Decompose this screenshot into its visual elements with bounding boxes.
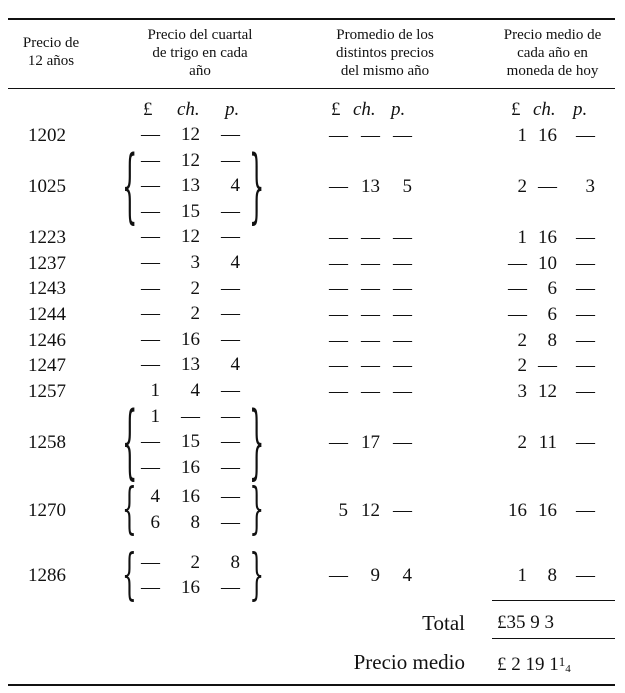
shillings-cell: 10 bbox=[538, 252, 557, 274]
shillings-cell: 4 bbox=[190, 380, 200, 401]
pence-cell: 4 bbox=[230, 175, 240, 197]
pence-cell: — bbox=[393, 304, 412, 325]
price-line bbox=[0, 200, 625, 224]
shillings-cell: 3 bbox=[190, 252, 200, 273]
pounds-cell: — bbox=[141, 226, 160, 248]
today-line bbox=[0, 380, 625, 404]
pounds-cell: — bbox=[141, 200, 160, 222]
pounds-cell: 1 bbox=[517, 227, 527, 249]
right-brace: } bbox=[249, 477, 264, 542]
pounds-cell: — bbox=[329, 227, 348, 249]
pence-cell: — bbox=[576, 500, 595, 521]
pence-cell: — bbox=[576, 227, 595, 249]
header-years: Precio de 12 años bbox=[22, 35, 80, 69]
shillings-cell: 16 bbox=[181, 486, 200, 508]
pence-cell: — bbox=[221, 431, 240, 453]
pence-cell: 4 bbox=[230, 252, 240, 273]
shillings-cell: 15 bbox=[181, 431, 200, 453]
pounds-cell: — bbox=[329, 278, 348, 300]
pence-cell: — bbox=[393, 432, 412, 453]
pounds-cell: 1 bbox=[517, 124, 527, 146]
left-brace: { bbox=[122, 542, 137, 607]
row-year: 1247 bbox=[28, 355, 66, 377]
row-year: 1202 bbox=[28, 124, 66, 146]
pence-cell: — bbox=[393, 329, 412, 351]
shillings-cell: 12 bbox=[361, 500, 380, 521]
penny-label: p. bbox=[225, 99, 240, 120]
shillings-cell: 16 bbox=[181, 577, 200, 599]
pounds-cell: — bbox=[141, 577, 160, 599]
price-line bbox=[0, 456, 625, 480]
pounds-cell: — bbox=[141, 303, 160, 325]
total-bottom-rule bbox=[492, 638, 615, 639]
pence-cell: — bbox=[221, 577, 240, 599]
shillings-cell: 8 bbox=[547, 565, 557, 587]
header-rule bbox=[8, 88, 615, 89]
pound-label: £ bbox=[511, 99, 521, 120]
pounds-cell: — bbox=[329, 380, 348, 402]
pounds-cell: 5 bbox=[338, 500, 348, 521]
today-line bbox=[0, 431, 625, 455]
price-line bbox=[0, 149, 625, 173]
shillings-cell: — bbox=[361, 278, 380, 300]
total-value: £35 9 3 bbox=[497, 612, 554, 633]
today-line bbox=[0, 564, 625, 588]
pence-cell: — bbox=[393, 252, 412, 274]
pounds-cell: — bbox=[141, 124, 160, 145]
shilling-label: ch. bbox=[353, 99, 376, 120]
shillings-cell: 2 bbox=[190, 277, 200, 299]
pence-cell: — bbox=[221, 380, 240, 401]
pounds-cell: — bbox=[141, 354, 160, 376]
shillings-cell: — bbox=[361, 124, 380, 146]
price-line bbox=[0, 405, 625, 429]
pounds-cell: — bbox=[141, 551, 160, 573]
shillings-cell: — bbox=[361, 304, 380, 325]
row-year: 1270 bbox=[28, 500, 66, 521]
row-year: 1286 bbox=[28, 565, 66, 587]
penny-label: p. bbox=[391, 99, 406, 120]
left-brace: { bbox=[122, 394, 138, 489]
pounds-cell: — bbox=[141, 431, 160, 453]
pounds-cell: — bbox=[508, 304, 527, 325]
pounds-cell: — bbox=[329, 432, 348, 453]
pounds-cell: 16 bbox=[508, 500, 527, 521]
pence-cell: — bbox=[221, 512, 240, 533]
shillings-cell: — bbox=[538, 355, 557, 377]
shillings-cell: 12 bbox=[181, 124, 200, 145]
today-line bbox=[0, 124, 625, 148]
shilling-label: ch. bbox=[177, 99, 200, 120]
shillings-cell: — bbox=[181, 405, 200, 427]
row-year: 1237 bbox=[28, 252, 66, 274]
pence-cell: — bbox=[576, 124, 595, 146]
today-line bbox=[0, 303, 625, 327]
pounds-cell: 2 bbox=[517, 355, 527, 377]
shillings-cell: 12 bbox=[538, 380, 557, 402]
pounds-cell: — bbox=[329, 565, 348, 587]
pence-cell: — bbox=[221, 200, 240, 222]
shillings-cell: 16 bbox=[538, 124, 557, 146]
pence-cell: — bbox=[576, 329, 595, 351]
shillings-cell: 13 bbox=[181, 175, 200, 197]
pound-label: £ bbox=[143, 99, 153, 120]
shillings-cell: 16 bbox=[538, 227, 557, 249]
pounds-cell: — bbox=[141, 277, 160, 299]
pounds-cell: — bbox=[508, 252, 527, 274]
pounds-cell: 1 bbox=[150, 380, 160, 401]
pence-cell: — bbox=[393, 355, 412, 377]
today-line bbox=[0, 354, 625, 378]
pound-label: £ bbox=[331, 99, 341, 120]
total-label: Total bbox=[422, 611, 465, 635]
average-fraction bbox=[559, 649, 571, 682]
penny-label: p. bbox=[573, 99, 588, 120]
row-year: 1246 bbox=[28, 329, 66, 351]
shillings-cell: 12 bbox=[181, 149, 200, 171]
shillings-cell: 13 bbox=[361, 176, 380, 197]
left-brace: { bbox=[122, 138, 138, 233]
today-line bbox=[0, 277, 625, 301]
shillings-cell: 16 bbox=[538, 500, 557, 521]
pence-cell: — bbox=[393, 227, 412, 249]
pence-cell: — bbox=[393, 380, 412, 402]
average-label: Precio medio bbox=[353, 650, 465, 674]
pence-cell: 3 bbox=[585, 176, 595, 197]
pounds-cell: — bbox=[329, 176, 348, 197]
total-top-rule bbox=[492, 600, 615, 601]
pence-cell: — bbox=[576, 304, 595, 325]
header-average-price: Promedio de los distintos precios del mismo año bbox=[336, 27, 434, 79]
pounds-cell: 2 bbox=[517, 329, 527, 351]
shillings-cell: 8 bbox=[547, 329, 557, 351]
pence-cell: — bbox=[576, 432, 595, 453]
header-wheat-price: Precio del cuartal de trigo en cada año bbox=[147, 27, 253, 79]
pence-cell: — bbox=[221, 486, 240, 508]
pounds-cell: — bbox=[141, 149, 160, 171]
pence-cell: — bbox=[393, 278, 412, 300]
pence-cell: 8 bbox=[230, 551, 240, 573]
shillings-cell: 16 bbox=[181, 328, 200, 350]
shillings-cell: — bbox=[361, 355, 380, 377]
pence-cell: — bbox=[576, 278, 595, 300]
right-brace: } bbox=[249, 542, 264, 607]
pounds-cell: — bbox=[141, 252, 160, 273]
shillings-cell: 13 bbox=[181, 354, 200, 376]
today-line bbox=[0, 226, 625, 250]
pounds-cell: 3 bbox=[517, 380, 527, 402]
average-value bbox=[497, 649, 571, 682]
row-year: 1257 bbox=[28, 380, 66, 402]
row-year: 1223 bbox=[28, 227, 66, 249]
pence-cell: 4 bbox=[402, 565, 412, 587]
pounds-cell: — bbox=[141, 328, 160, 350]
shillings-cell: 9 bbox=[370, 565, 380, 587]
top-rule bbox=[8, 18, 615, 20]
shillings-cell: 17 bbox=[361, 432, 380, 453]
pounds-cell: 1 bbox=[150, 405, 160, 427]
pence-cell: — bbox=[576, 565, 595, 587]
pounds-cell: — bbox=[329, 252, 348, 274]
shillings-cell: — bbox=[361, 227, 380, 249]
pounds-cell: — bbox=[329, 124, 348, 146]
shillings-cell: 2 bbox=[190, 551, 200, 573]
shillings-cell: 12 bbox=[181, 226, 200, 248]
pence-cell: — bbox=[221, 303, 240, 325]
today-line bbox=[0, 329, 625, 353]
pence-cell: — bbox=[393, 500, 412, 521]
shillings-cell: 6 bbox=[547, 304, 557, 325]
shillings-cell: — bbox=[361, 329, 380, 351]
pence-cell: — bbox=[221, 456, 240, 478]
shillings-cell: — bbox=[361, 380, 380, 402]
pence-cell: — bbox=[221, 277, 240, 299]
today-line bbox=[0, 252, 625, 276]
fraction-denominator: 4 bbox=[565, 663, 571, 675]
pence-cell: — bbox=[221, 124, 240, 145]
left-brace: { bbox=[122, 477, 137, 542]
average-value-main: £ 2 19 1 bbox=[497, 654, 559, 675]
pounds-cell: — bbox=[329, 304, 348, 325]
fraction-numerator: 1 bbox=[558, 654, 566, 669]
today-line bbox=[0, 175, 625, 199]
shillings-cell: 11 bbox=[538, 432, 557, 453]
right-brace: } bbox=[248, 138, 264, 233]
shillings-cell: 15 bbox=[181, 200, 200, 222]
pence-cell: — bbox=[393, 124, 412, 146]
pounds-cell: — bbox=[508, 278, 527, 300]
pounds-cell: 2 bbox=[517, 432, 527, 453]
row-year: 1025 bbox=[28, 176, 66, 197]
row-year: 1244 bbox=[28, 304, 66, 325]
shillings-cell: — bbox=[361, 252, 380, 274]
right-brace: } bbox=[248, 394, 264, 489]
shillings-cell: 6 bbox=[547, 278, 557, 300]
pence-cell: — bbox=[221, 226, 240, 248]
pounds-cell: 4 bbox=[150, 486, 160, 508]
pounds-cell: — bbox=[141, 175, 160, 197]
bottom-rule bbox=[8, 684, 615, 686]
pence-cell: 5 bbox=[402, 176, 412, 197]
pounds-cell: — bbox=[329, 355, 348, 377]
pence-cell: — bbox=[221, 405, 240, 427]
pounds-cell: — bbox=[141, 456, 160, 478]
shilling-label: ch. bbox=[533, 99, 556, 120]
pounds-cell: 6 bbox=[150, 512, 160, 533]
shillings-cell: — bbox=[538, 176, 557, 197]
pounds-cell: 2 bbox=[517, 176, 527, 197]
today-line bbox=[0, 499, 625, 523]
row-year: 1243 bbox=[28, 278, 66, 300]
row-year: 1258 bbox=[28, 432, 66, 453]
header-today-price: Precio medio de cada año en moneda de hoy bbox=[503, 27, 602, 79]
pence-cell: — bbox=[576, 252, 595, 274]
shillings-cell: 8 bbox=[190, 512, 200, 533]
pence-cell: — bbox=[221, 328, 240, 350]
pence-cell: — bbox=[221, 149, 240, 171]
pounds-cell: — bbox=[329, 329, 348, 351]
pence-cell: — bbox=[576, 380, 595, 402]
pence-cell: 4 bbox=[230, 354, 240, 376]
pence-cell: — bbox=[576, 355, 595, 377]
shillings-cell: 2 bbox=[190, 303, 200, 325]
pounds-cell: 1 bbox=[517, 565, 527, 587]
shillings-cell: 16 bbox=[181, 456, 200, 478]
